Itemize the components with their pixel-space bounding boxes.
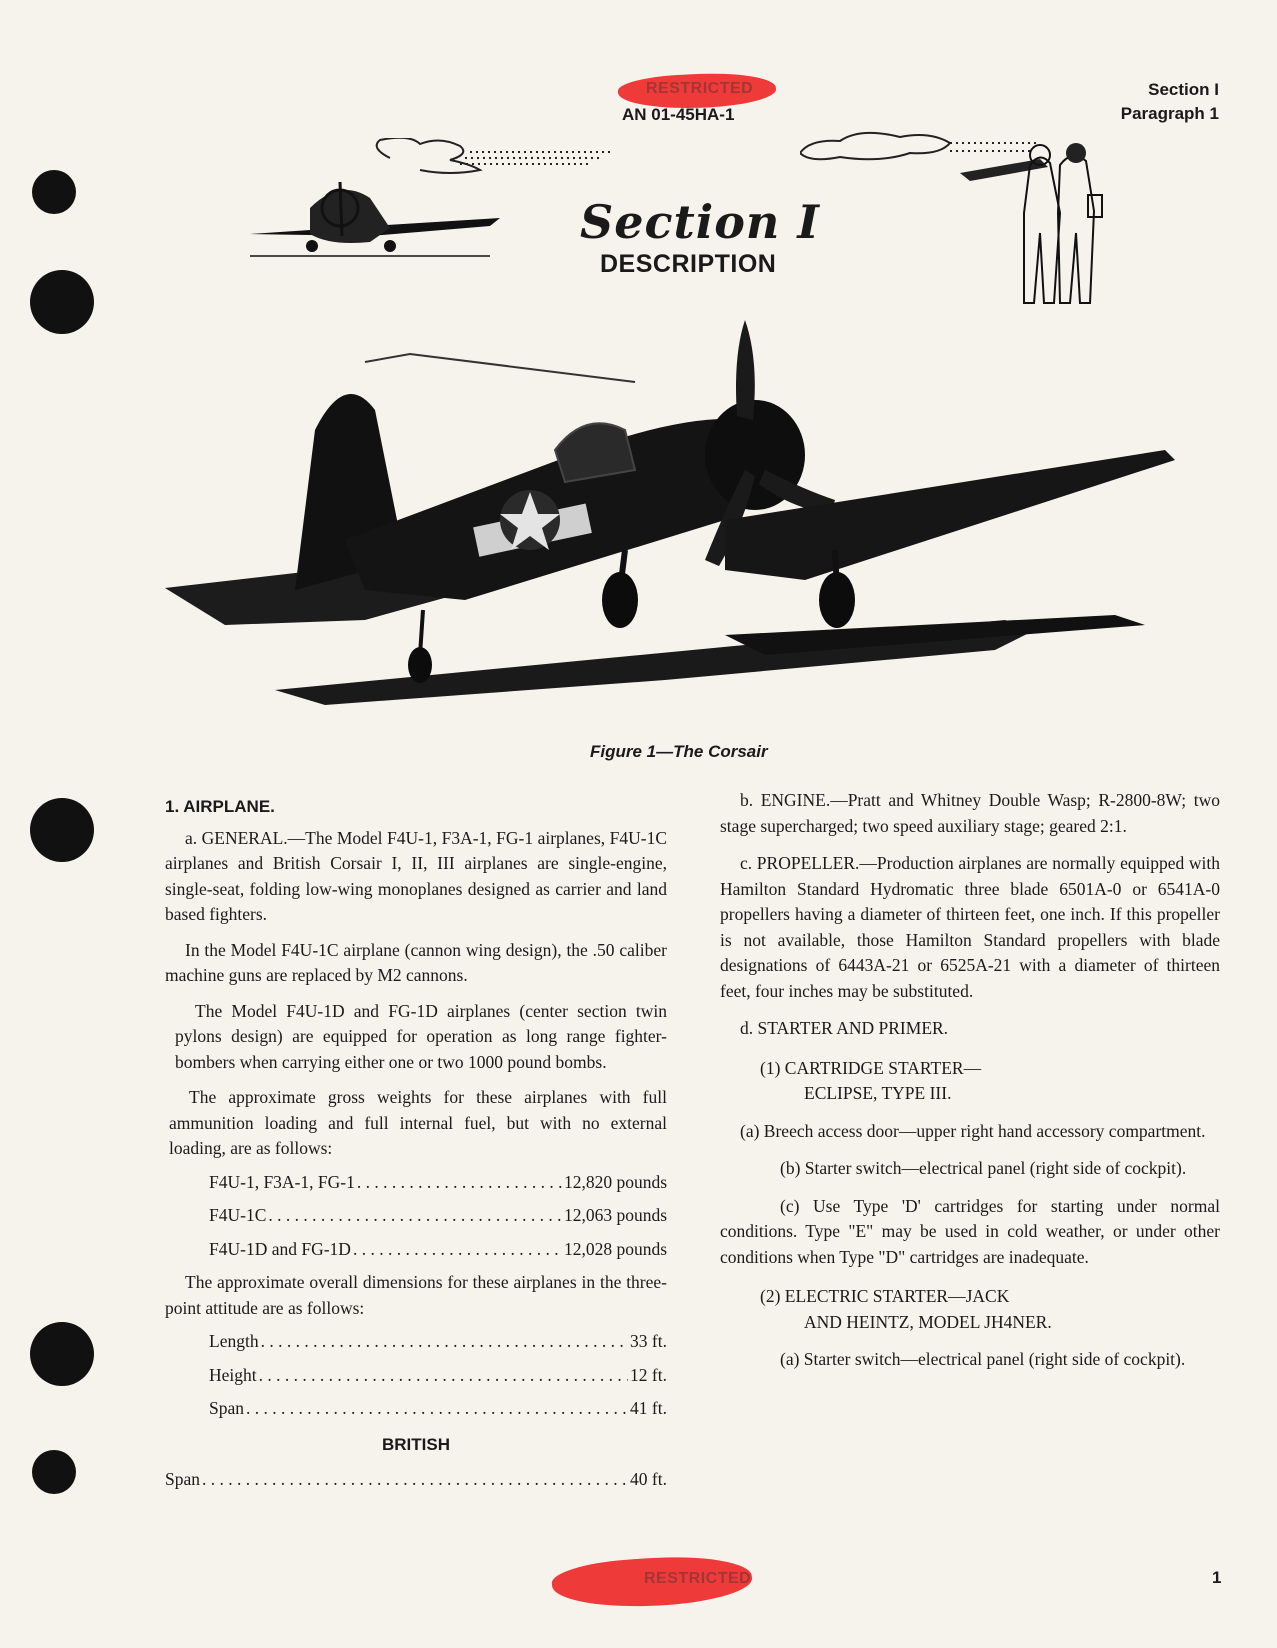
item-2-heading: (2) ELECTRIC STARTER—JACK bbox=[760, 1286, 1010, 1306]
right-column bbox=[720, 788, 1220, 1373]
restricted-label-bottom: RESTRICTED bbox=[644, 1570, 752, 1587]
item-1a: (a) Breech access door—upper right hand accessory compartment. bbox=[740, 1120, 1206, 1141]
paragraph-starter-primer: d. STARTER AND PRIMER. bbox=[740, 1018, 949, 1038]
item-2-heading-cont: AND HEINTZ, MODEL JH4NER. bbox=[804, 1311, 1052, 1332]
figure-caption: Figure 1—The Corsair bbox=[590, 742, 768, 761]
paragraph-f4u1d: The Model F4U-1D and FG-1D airplanes (center section twin pylons design) are equipped for operation as long range fighter-bombers when carrying either one or two 1000 pound bombs. bbox=[175, 1000, 667, 1072]
weight-row: F4U-1D and FG-1D . . . 12,028 pounds bbox=[209, 1237, 667, 1263]
dims-list bbox=[165, 1329, 667, 1422]
doc-number: AN 01-45HA-1 bbox=[622, 105, 735, 124]
page-number: 1 bbox=[1212, 1568, 1222, 1587]
restricted-label-top: RESTRICTED bbox=[646, 80, 754, 97]
paragraph-dims-intro: The approximate overall dimensions for these airplanes in the three-point attitude are as follows: bbox=[165, 1272, 667, 1318]
item-1-heading: (1) CARTRIDGE STARTER— bbox=[760, 1057, 982, 1078]
header-figures-illustration bbox=[800, 125, 1170, 310]
dimension-row: Span . . . 40 ft. bbox=[165, 1467, 667, 1493]
item-1b: (b) Starter switch—electrical panel (right side of cockpit). bbox=[780, 1158, 1187, 1178]
binder-hole bbox=[32, 1450, 76, 1494]
section-ref: Section I bbox=[1148, 80, 1219, 99]
item-1c: (c) Use Type 'D' cartridges for starting under normal conditions. Type "E" may be used in cold weather, or under other conditions when Type "D" cartridges are inadequate. bbox=[720, 1195, 1220, 1267]
paragraph-f4u1c: In the Model F4U-1C airplane (cannon wing design), the .50 caliber machine guns are replaced by M2 cannons. bbox=[165, 939, 667, 985]
binder-hole bbox=[32, 170, 76, 214]
paragraph-general: a. GENERAL.—The Model F4U-1, F3A-1, FG-1 airplanes, F4U-1C airplanes and British Corsair I, II, III airplanes are single-engine, single-seat, folding low-wing monoplanes designed as carrier and land based fighters. bbox=[165, 827, 667, 924]
binder-hole bbox=[30, 1322, 94, 1386]
binder-hole bbox=[30, 798, 94, 862]
section-heading-airplane: 1. AIRPLANE. bbox=[165, 797, 275, 816]
weights-list bbox=[165, 1170, 667, 1263]
item-2a: (a) Starter switch—electrical panel (right side of cockpit). bbox=[780, 1349, 1186, 1369]
section-subtitle: DESCRIPTION bbox=[600, 250, 777, 278]
british-heading: BRITISH bbox=[382, 1434, 450, 1454]
paragraph-engine: b. ENGINE.—Pratt and Whitney Double Wasp; R-2800-8W; two stage supercharged; two speed auxiliary stage; geared 2:1. bbox=[720, 790, 1220, 836]
paragraph-propeller: c. PROPELLER.—Production airplanes are normally equipped with Hamilton Standard Hydromatic three blade 6501A-0 or 6541A-0 propellers having a diameter of thirteen feet, one inch. If this propeller is not available, those Hamilton Standard propellers with blade designations of 6443A-21 or 6525A-21 with a diameter of thirteen feet, four inches may be substituted. bbox=[720, 853, 1220, 1001]
left-column bbox=[165, 794, 667, 1493]
dimension-row: Length . . . 33 ft. bbox=[209, 1329, 667, 1355]
binder-hole bbox=[30, 270, 94, 334]
paragraph-ref: Paragraph 1 bbox=[1120, 104, 1219, 123]
dimension-row: Height . . . 12 ft. bbox=[209, 1363, 667, 1389]
weight-row: F4U-1, F3A-1, FG-1 . . . 12,820 pounds bbox=[209, 1170, 667, 1196]
section-title: Section I bbox=[580, 195, 820, 249]
dimension-row: Span . . . 41 ft. bbox=[209, 1396, 667, 1422]
paragraph-weights-intro: The approximate gross weights for these airplanes with full ammunition loading and full internal fuel, but with no external loading, are as follows: bbox=[169, 1087, 667, 1158]
weight-row: F4U-1C . . . 12,063 pounds bbox=[209, 1203, 667, 1229]
item-1-heading-cont: ECLIPSE, TYPE III. bbox=[804, 1083, 952, 1103]
corsair-photo bbox=[165, 320, 1225, 735]
